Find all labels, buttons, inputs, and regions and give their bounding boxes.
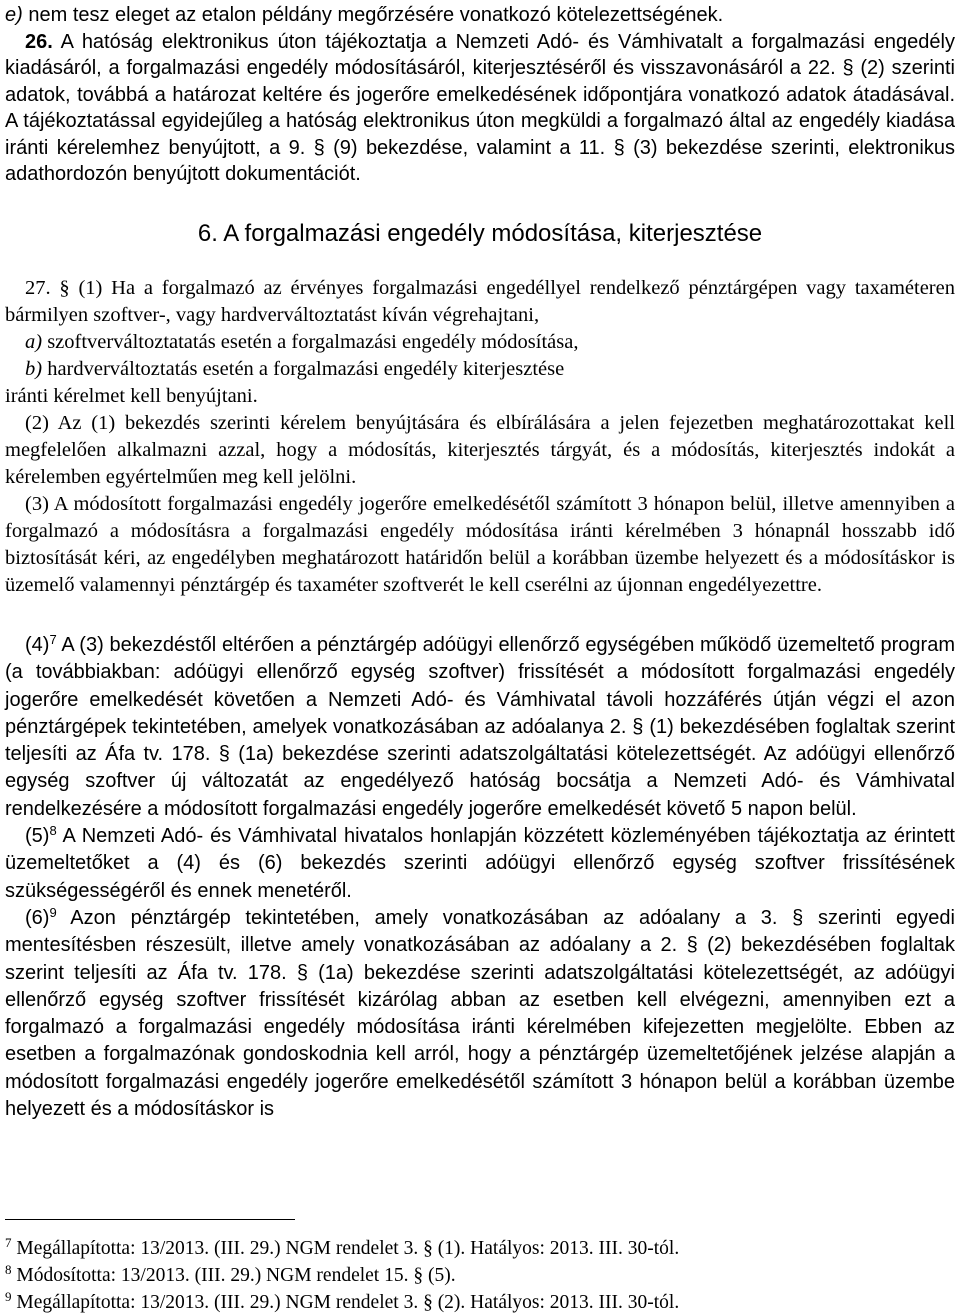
footnote-ref-9[interactable]: 9 — [49, 904, 57, 920]
s27-para-1: 27. § (1) Ha a forgalmazó az érvényes forgalmazási engedéllyel rendelkező pénztárgépen vagy taxaméteren bármilyen szoftver-, vagy hardverváltoztatást kíván végrehajtani, — [5, 277, 955, 326]
footnote-8: $^8$ Módosította: 13/2013. (III. 29.) NGM rendelet 15. § (5). — [5, 1262, 456, 1286]
item-e-label: e) — [5, 4, 23, 26]
s27-para-4: $(4)^7$ A (3) bekezdéstől eltérően a pénztárgép adóügyi ellenőrző egységében működő üzemeltető program (a továbbiakban: adóügyi ellenőrző egység szoftver) frissítését a módosított forgalmazási engedély jogerőre emelkedését követően a Nemzeti Adó- és Vámhivatal távoli hozzáférés útján végzi el azon pénztárgépek tekintetében, amelyek vonatkozásában az adóalanya 2. § (1) bekezdésében foglaltak szerint teljesíti az Áfa tv. 178. § (1a) bekezdése szerinti adatszolgáltatási kötelezettségét. Az adóügyi ellenőrző egység szoftver új változatát az engedélyező hatóság bocsátja a Nemzeti Adó- és Vámhivatal rendelkezésére a módosított forgalmazási engedély jogerőre emelkedését követő 5 napon belül. — [5, 632, 955, 820]
s27-item-a: a) szoftverváltoztatatás esetén a forgalmazási engedély módosítása, — [25, 331, 579, 353]
s27-para-1-end: iránti kérelmet kell benyújtani. — [5, 385, 258, 407]
section-27-block-b — [5, 632, 955, 1123]
footnotes — [5, 1235, 955, 1316]
section-26-block — [5, 2, 955, 188]
item-e — [5, 2, 955, 29]
s27-para-5: $(5)^8$ A Nemzeti Adó- és Vámhivatal hivatalos honlapján közzétett közleményében tájékoztatja az érintett üzemeltetőket a (4) és (6) bekezdés szerinti adóügyi ellenőrző egység szoftver frissítésének szükségességéről és ennek menetéről. — [5, 823, 955, 902]
footnote-9: $^9$ Megállapította: 13/2013. (III. 29.) NGM rendelet 3. § (2). Hatályos: 2013. III. 30-tól. — [5, 1289, 680, 1313]
footnote-ref-7[interactable]: 7 — [49, 632, 57, 647]
footnote-ref-8[interactable]: 8 — [49, 823, 57, 839]
item-e-text: nem tesz eleget az etalon példány megőrzésére vonatkozó kötelezettségének. — [22, 4, 724, 26]
s27-para-2: (2) Az (1) bekezdés szerinti kérelem benyújtására és elbírálására a jelen fejezetben meghatározottakat kell megfelelően alkalmazni azzal, hogy a módosítás, kiterjesztés tárgyát, és a módosítás, kiterjesztés indokát a kérelemben egyértelműen meg kell jelölni. — [5, 412, 955, 488]
footnote-7: $^7$ Megállapította: 13/2013. (III. 29.) NGM rendelet 3. § (1). Hatályos: 2013. III. 30-tól. — [5, 1235, 680, 1259]
section-26 — [5, 29, 955, 188]
section-26-number: 26. — [25, 30, 53, 53]
chapter-heading: 6. A forgalmazási engedély módosítása, kiterjesztése — [197, 220, 763, 247]
s27-item-b: b) hardverváltoztatás esetén a forgalmazási engedély kiterjesztése — [25, 358, 565, 380]
s27-para-6: $(6)^9$ Azon pénztárgép tekintetében, amely vonatkozásában az adóalany a 3. § szerinti egyedi mentesítésben részesült, illetve amely vonatkozásában az adóalany a 2. § (2) bekezdésében foglaltak szerint teljesíti az Áfa tv. 178. § (1a) bekezdése szerinti adatszolgáltatási kötelezettségét, az adóügyi ellenőrző egység szoftver frissítését kizárólag abban az esetben kell elvégezni, amennyiben ezt a forgalmazó a forgalmazási engedély módosítása iránti kérelmében kifejezetten megjelölte. Ebben az esetben a forgalmazónak gondoskodnia kell arról, hogy a pénztárgép üzemeltetőjének jelzése alapján a módosított forgalmazási engedély jogerőre emelkedésétől számított 3 hónapon belül a korábban üzembe helyezett és a módosításkor is — [5, 904, 955, 1121]
footnote-divider — [5, 1219, 295, 1220]
section-27-block — [5, 275, 955, 599]
section-26-text: A hatóság elektronikus úton tájékoztatja a Nemzeti Adó- és Vámhivatalt a forgalmazási engedély kiadásáról, a forgalmazási engedély módosításáról, kiterjesztéséről és visszavonásáról a 22. § (2) szerinti adatok, továbbá a határozat keltére és jogerőre emelkedésének időpontjára vonatkozó adatok átadásával. A tájékoztatással egyidejűleg a hatóság elektronikus úton megküldi a forgalmazó által az engedély kiadása iránti kérelemhez benyújtott, a 9. § (9) bekezdése, valamint a 11. § (3) bekezdése szerinti, elektronikus adathordozón benyújtott dokumentációt. — [5, 30, 955, 185]
s27-para-3: (3) A módosított forgalmazási engedély jogerőre emelkedésétől számított 3 hónapon belül, illetve amennyiben a forgalmazó a módosításra a forgalmazási engedély módosítása iránti kérelmében 3 hónapnál hosszabb idő biztosítását kéri, az engedélyben meghatározott határidőn belül a korábban üzembe helyezett és a módosításkor is üzemelő valamennyi pénztárgép és taxaméter szoftverét le kell cserélni az újonnan engedélyezettre. — [5, 493, 955, 596]
